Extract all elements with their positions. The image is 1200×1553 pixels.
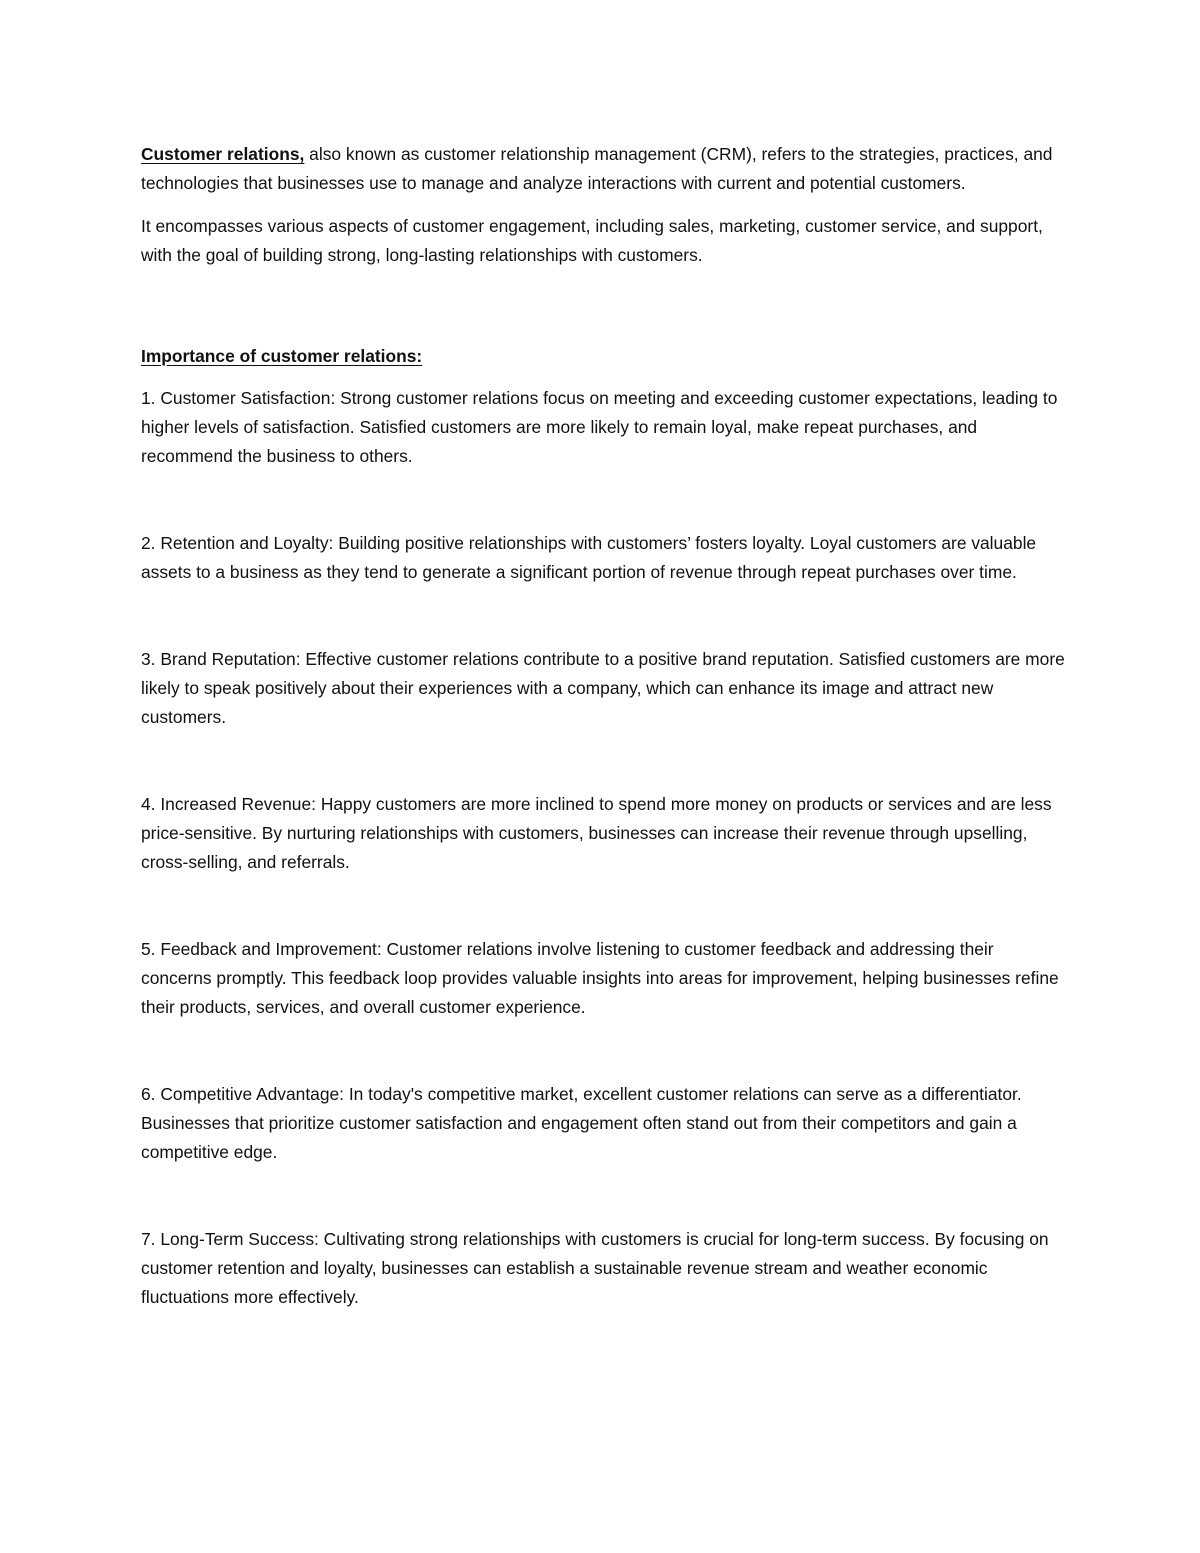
intro-paragraph-1 bbox=[141, 140, 1066, 198]
section-heading-line bbox=[141, 342, 1066, 371]
section-heading: Importance of customer relations: bbox=[141, 346, 423, 366]
intro-paragraph-2: It encompasses various aspects of customer engagement, including sales, marketing, customer service, and support, with the goal of building strong, long-lasting relationships with customers. bbox=[141, 216, 1043, 265]
list-item: 3. Brand Reputation: Effective customer relations contribute to a positive brand reputation. Satisfied customers are more likely to speak positively about their experiences with a company, which can enhance its image and attract new customers. bbox=[141, 649, 1065, 727]
intro-term-suffix: , bbox=[299, 144, 305, 164]
importance-list bbox=[141, 384, 1066, 1312]
list-item: 4. Increased Revenue: Happy customers are more inclined to spend more money on products or services and are less price-sensitive. By nurturing relationships with customers, businesses can increase their revenue through upselling, cross-selling, and referrals. bbox=[141, 794, 1052, 872]
document-body bbox=[141, 140, 1066, 1312]
list-item: 2. Retention and Loyalty: Building positive relationships with customers’ fosters loyalty. Loyal customers are valuable assets to a business as they tend to generate a significant portion of revenue through repeat purchases over time. bbox=[141, 533, 1037, 582]
list-item: 7. Long-Term Success: Cultivating strong relationships with customers is crucial for long-term success. By focusing on customer retention and loyalty, businesses can establish a sustainable revenue stream and weather economic fluctuations more effectively. bbox=[141, 1229, 1049, 1307]
intro-term: Customer relations bbox=[141, 144, 300, 164]
intro-paragraph-1-text: also known as customer relationship management (CRM), refers to the strategies, practices, and technologies that businesses use to manage and analyze interactions with current and potential customers. bbox=[141, 144, 1053, 193]
list-item: 5. Feedback and Improvement: Customer relations involve listening to customer feedback and addressing their concerns promptly. This feedback loop provides valuable insights into areas for improvement, helping businesses refine their products, services, and overall customer experience. bbox=[141, 939, 1059, 1017]
list-item: 6. Competitive Advantage: In today's competitive market, excellent customer relations can serve as a differentiator. Businesses that prioritize customer satisfaction and engagement often stand out from their competitors and gain a competitive edge. bbox=[141, 1084, 1022, 1162]
list-item: 1. Customer Satisfaction: Strong customer relations focus on meeting and exceeding customer expectations, leading to higher levels of satisfaction. Satisfied customers are more likely to remain loyal, make repeat purchases, and recommend the business to others. bbox=[141, 388, 1058, 466]
